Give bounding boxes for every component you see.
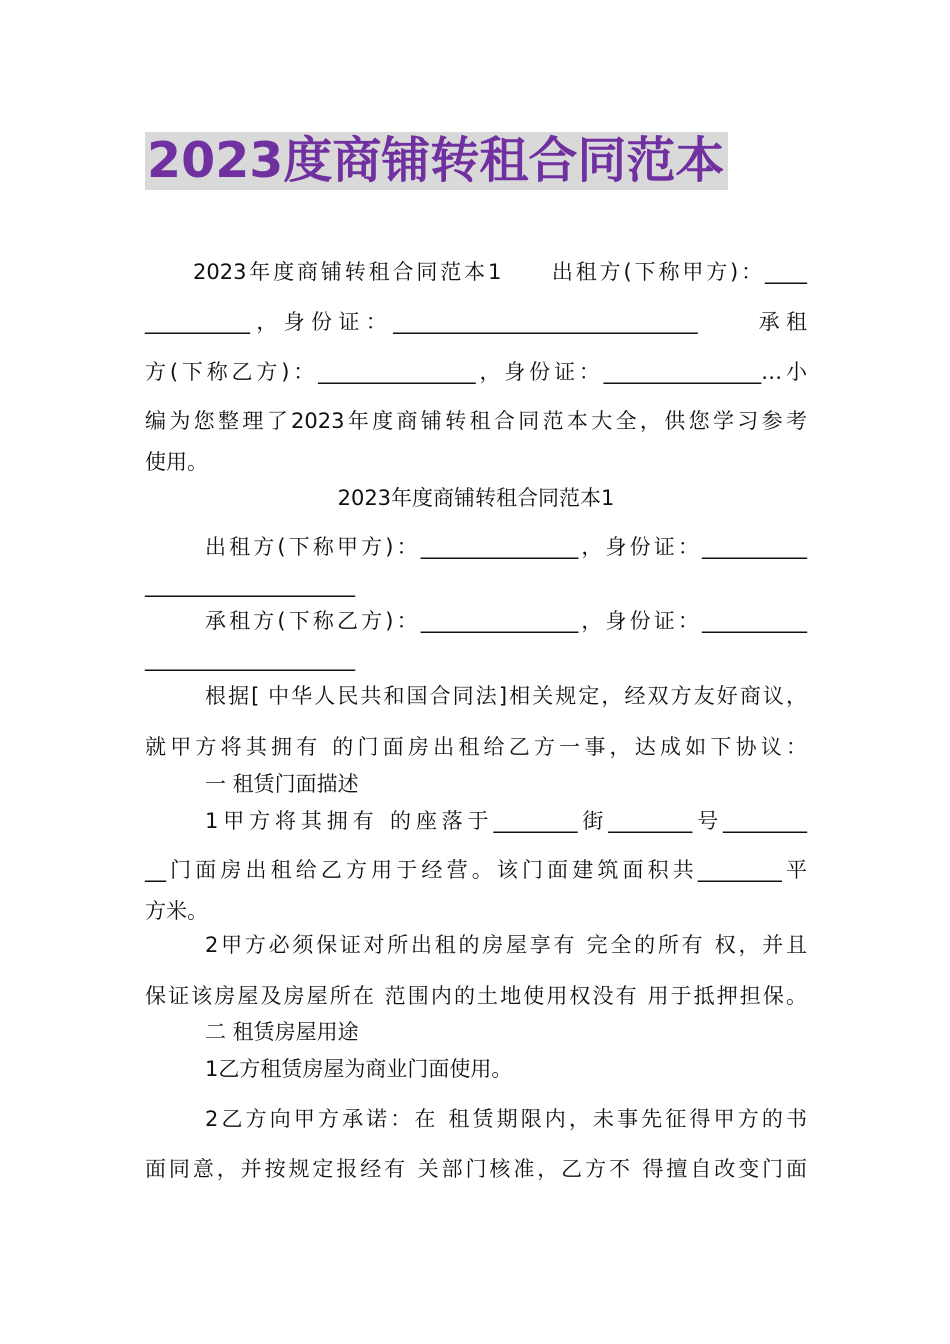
text-line: 承租方(下称乙方)：_______________，身份证：__________ (205, 609, 807, 633)
text-line: 1乙方租赁房屋为商业门面使用。 (205, 1057, 513, 1081)
text-line: 面同意，并按规定报经有 关部门核准，乙方不 得擅自改变门面 (145, 1157, 807, 1181)
text-line: 方米。 (145, 899, 208, 923)
section-heading: 2023年度商铺转租合同范本1 (337, 486, 615, 510)
title-highlight (145, 132, 728, 190)
text-line: 2023年度商铺转租合同范本1 出租方(下称甲方)：____ (193, 260, 807, 284)
document-title: 2023度商铺转租合同范本 (147, 132, 725, 189)
text-line: 出租方(下称甲方)：_______________，身份证：__________ (205, 535, 807, 559)
text-line: 方(下称乙方)：_______________，身份证：_______________…小 (145, 360, 807, 384)
text-line: 2甲方必须保证对所出租的房屋享有 完全的所有 权，并且 (205, 933, 807, 957)
text-line: 2乙方向甲方承诺：在 租赁期限内，未事先征得甲方的书 (205, 1107, 807, 1131)
text-line: 根据[ 中华人民共和国合同法]相关规定，经双方友好商议， (205, 684, 807, 708)
text-line: 编为您整理了2023年度商铺转租合同范本大全，供您学习参考 (145, 409, 807, 433)
text-line: 保证该房屋及房屋所在 范围内的土地使用权没有 用于抵押担保。 (145, 984, 807, 1008)
text-line: 1甲方将其拥有 的座落于________街________号________ (205, 809, 807, 833)
text-line: 就甲方将其拥有 的门面房出租给乙方一事，达成如下协议： (145, 735, 807, 759)
text-line: 使用。 (145, 450, 208, 474)
text-line: __门面房出租给乙方用于经营。该门面建筑面积共________平 (145, 858, 807, 882)
text-line: __________，身份证：_____________________________ 承租 (145, 310, 807, 334)
section-heading: 二 租赁房屋用途 (205, 1020, 359, 1044)
section-heading: 一 租赁门面描述 (205, 772, 359, 796)
text-line: ____________________ (145, 647, 355, 671)
text-line: ____________________ (145, 573, 355, 597)
